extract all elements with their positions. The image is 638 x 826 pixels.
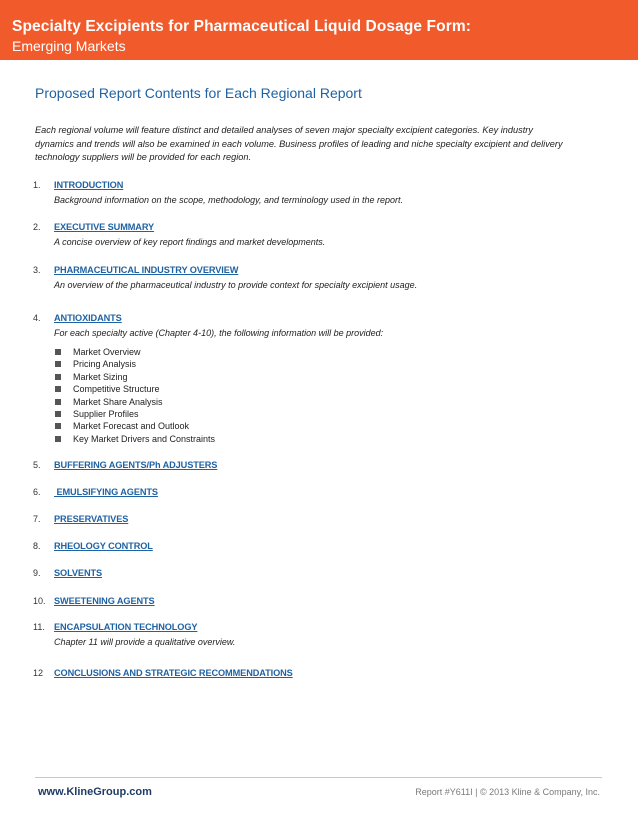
toc-description: A concise overview of key report findings and market developments. — [54, 237, 326, 247]
bullet-label: Competitive Structure — [73, 384, 160, 395]
toc-link-rheology-control[interactable]: RHEOLOGY CONTROL — [54, 541, 153, 551]
toc-link-buffering-agents[interactable]: BUFFERING AGENTS/Ph ADJUSTERS — [54, 460, 218, 470]
toc-link-introduction[interactable]: INTRODUCTION — [54, 180, 124, 190]
toc-number: 3. — [33, 265, 41, 275]
bullet-label: Market Forecast and Outlook — [73, 421, 190, 432]
report-title: Specialty Excipients for Pharmaceutical Liquid Dosage Form: — [12, 18, 471, 35]
square-bullet-icon — [55, 374, 61, 380]
toc-link-solvents[interactable]: SOLVENTS — [54, 568, 103, 578]
list-item — [54, 346, 215, 358]
footer-website-link[interactable]: www.KlineGroup.com — [38, 786, 152, 798]
square-bullet-icon — [55, 386, 61, 392]
footer-divider — [35, 777, 602, 778]
square-bullet-icon — [55, 349, 61, 355]
toc-number: 10. — [33, 596, 46, 606]
toc-number: 12 — [33, 668, 44, 678]
list-item — [54, 408, 215, 420]
list-item — [54, 371, 215, 383]
toc-description: For each specialty active (Chapter 4-10), the following information will be provided: — [54, 328, 384, 338]
toc-number: 1. — [33, 180, 41, 190]
list-item — [54, 433, 215, 445]
intro-paragraph — [35, 124, 605, 165]
bullet-label: Market Sizing — [73, 371, 128, 382]
toc-link-preservatives[interactable]: PRESERVATIVES — [54, 514, 129, 524]
toc-link-emulsifying-agents[interactable]: EMULSIFYING AGENTS — [54, 487, 158, 497]
header-band — [0, 0, 638, 60]
toc-description: An overview of the pharmaceutical industry to provide context for specialty excipient usage. — [54, 280, 418, 290]
intro-line-2: dynamics and trends will also be examined in each volume. Business profiles of leading and niche specialty excipient and delivery — [35, 138, 563, 149]
square-bullet-icon — [55, 411, 61, 417]
toc-link-pharmaceutical-industry-overview[interactable]: PHARMACEUTICAL INDUSTRY OVERVIEW — [54, 265, 239, 275]
toc-link-conclusions[interactable]: CONCLUSIONS AND STRATEGIC RECOMMENDATIONS — [54, 668, 293, 678]
toc-number: 6. — [33, 487, 41, 497]
list-item — [54, 420, 215, 432]
toc-link-sweetening-agents[interactable]: SWEETENING AGENTS — [54, 596, 155, 606]
square-bullet-icon — [55, 361, 61, 367]
toc-number: 2. — [33, 222, 41, 232]
toc-number: 4. — [33, 313, 41, 323]
square-bullet-icon — [55, 399, 61, 405]
square-bullet-icon — [55, 423, 61, 429]
square-bullet-icon — [55, 436, 61, 442]
section-heading: Proposed Report Contents for Each Regional Report — [35, 85, 362, 101]
list-item — [54, 396, 215, 408]
toc-link-antioxidants[interactable]: ANTIOXIDANTS — [54, 313, 122, 323]
bullet-label: Key Market Drivers and Constraints — [73, 433, 216, 444]
toc-description: Background information on the scope, methodology, and terminology used in the report. — [54, 195, 404, 205]
toc-link-executive-summary[interactable]: EXECUTIVE SUMMARY — [54, 222, 155, 232]
footer-report-info: Report #Y611I | © 2013 Kline & Company, Inc. — [415, 787, 600, 797]
bullet-label: Market Overview — [73, 347, 141, 357]
toc-description: Chapter 11 will provide a qualitative overview. — [54, 637, 236, 647]
toc-number: 11. — [33, 622, 45, 632]
toc-number: 5. — [33, 460, 41, 470]
list-item — [54, 383, 215, 395]
intro-line-3: technology suppliers will be provided for each region. — [35, 152, 252, 162]
report-subtitle: Emerging Markets — [12, 38, 126, 54]
toc-number: 9. — [33, 568, 41, 578]
toc-link-encapsulation-technology[interactable]: ENCAPSULATION TECHNOLOGY — [54, 622, 198, 632]
toc-number: 8. — [33, 541, 41, 551]
bullet-label: Pricing Analysis — [73, 359, 137, 370]
list-item — [54, 358, 215, 370]
toc-number: 7. — [33, 514, 41, 524]
chapter4-bullet-list — [54, 346, 215, 445]
bullet-label: Market Share Analysis — [73, 396, 163, 407]
bullet-label: Supplier Profiles — [73, 408, 139, 419]
intro-line-1: Each regional volume will feature distinct and detailed analyses of seven major specialty excipient categories. Key industry — [35, 125, 533, 135]
